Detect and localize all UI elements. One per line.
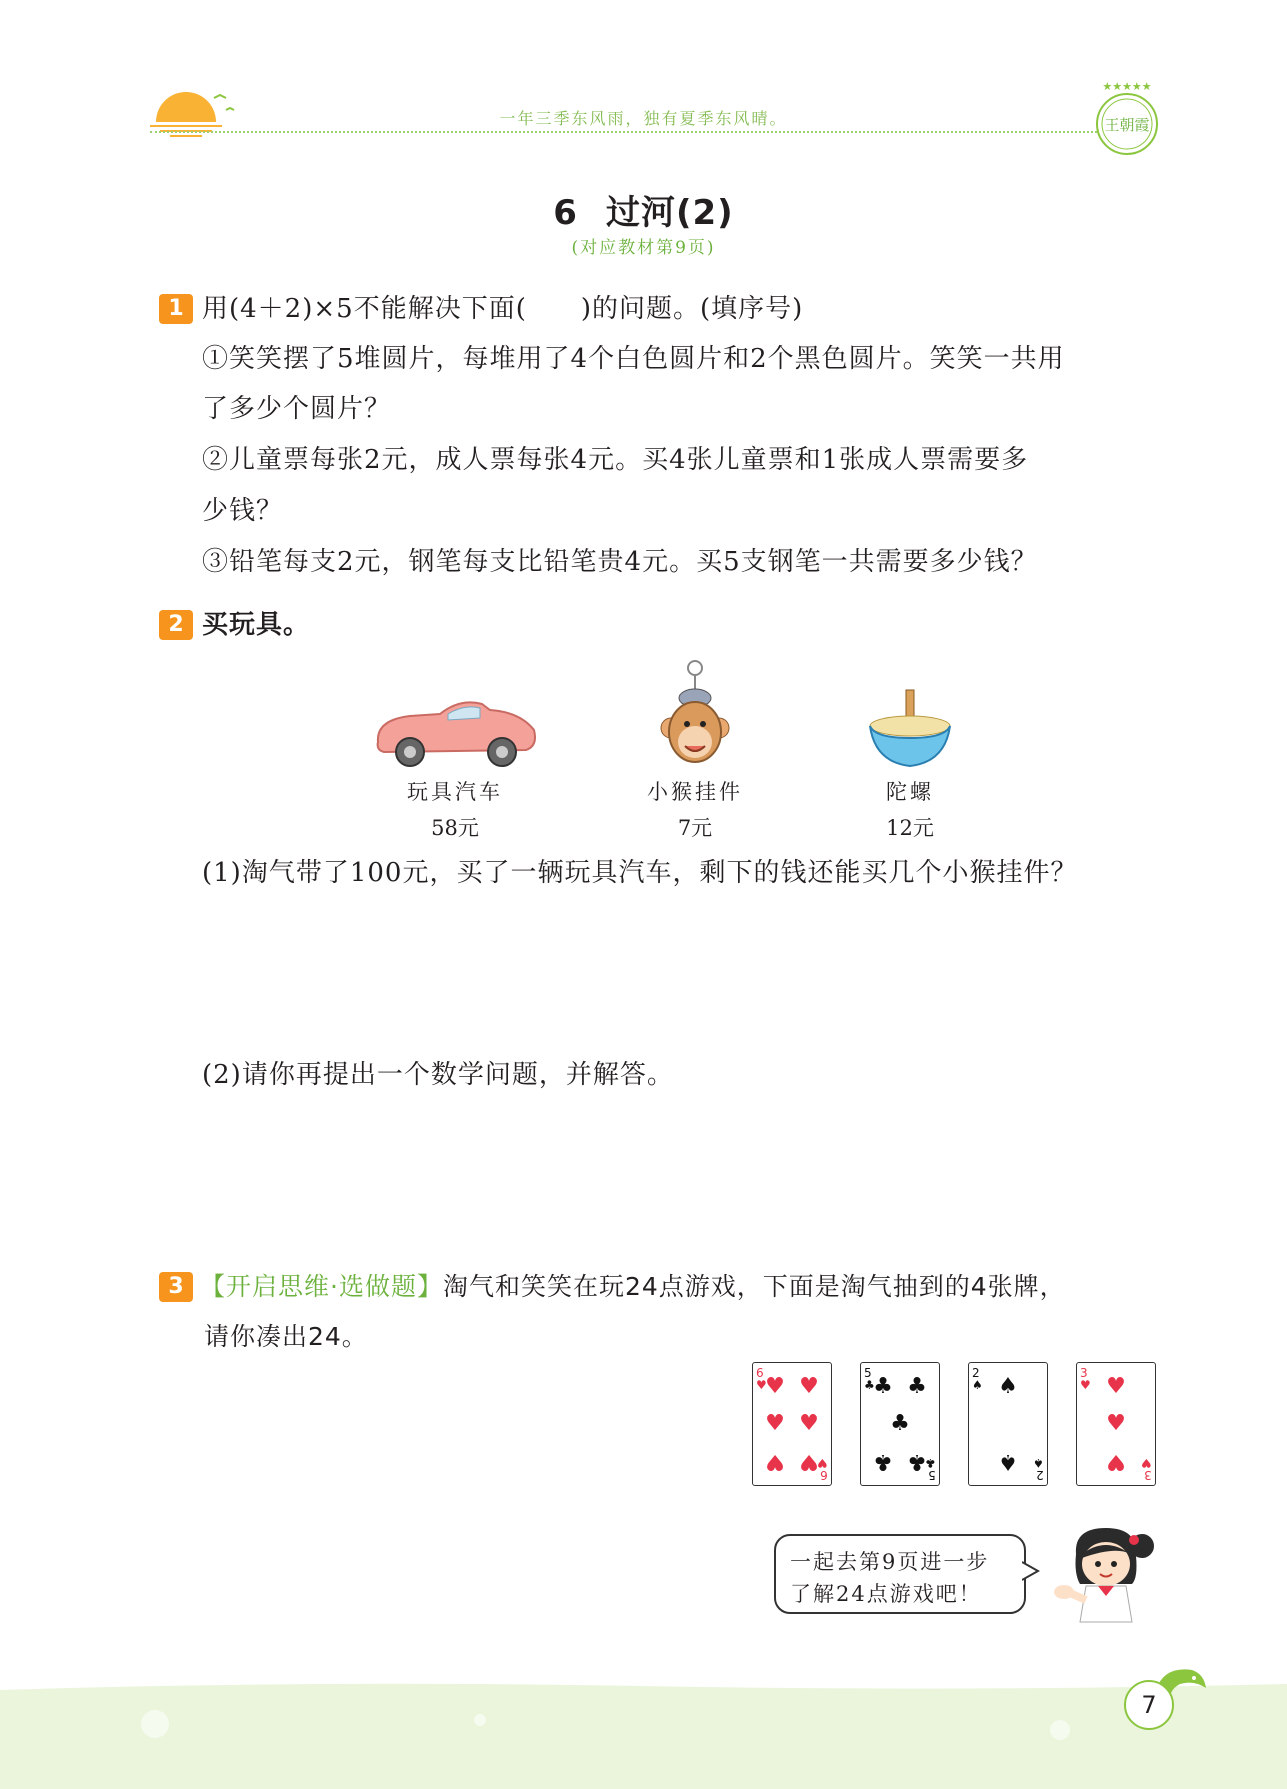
toy-price: 12元: [886, 816, 934, 840]
q1-option-3: ③铅笔每支2元，钢笔每支比铅笔贵4元。买5支钢笔一共需要多少钱？: [202, 547, 1038, 577]
q2-subquestion-2: (2)请你再提出一个数学问题，并解答。: [202, 1060, 674, 1090]
question-number-2: 2: [159, 610, 193, 640]
heart-icon: ♥: [1106, 1374, 1126, 1399]
lesson-title: [0, 185, 1287, 234]
q3-stem: [200, 1270, 1066, 1304]
club-icon: ♣: [873, 1374, 893, 1399]
q2-subquestion-1: (1)淘气带了100元，买了一辆玩具汽车，剩下的钱还能买几个小猴挂件？: [202, 858, 1078, 888]
card-rank-corner: 2 ♠: [1033, 1456, 1044, 1482]
card-rank-corner: 5 ♣: [864, 1366, 875, 1392]
q1-option-2-line-1: ②儿童票每张2元，成人票每张4元。买4张儿童票和1张成人票需要多: [202, 445, 1029, 475]
toy-price: 7元: [677, 816, 713, 840]
girl-character-illustration: [1046, 1524, 1156, 1624]
heart-icon: ♥: [765, 1411, 785, 1436]
card-rank-corner: 3 ♥: [1080, 1366, 1091, 1392]
textbook-reference: (对应教材第9页): [571, 238, 716, 258]
page-header: [0, 0, 1287, 170]
spade-icon: ♠: [998, 1449, 1018, 1474]
speech-bubble-line-1: 一起去第9页进一步: [790, 1550, 990, 1574]
q2-stem: 买玩具。: [202, 610, 311, 640]
page-number: 7: [1124, 1680, 1174, 1730]
card-rank-corner: 6 ♥: [817, 1456, 828, 1482]
heart-icon: ♥: [765, 1374, 785, 1399]
brand-badge-logo: [1086, 78, 1168, 160]
q1-stem: 用(4＋2)×5不能解决下面( )的问题。(填序号): [202, 294, 804, 324]
heart-icon: ♥: [1106, 1449, 1126, 1474]
q1-option-2-line-2: 少钱？: [202, 496, 284, 526]
card-rank-corner: 5 ♣: [925, 1456, 936, 1482]
q3-optional-tag: 【开启思维·选做题】: [200, 1272, 443, 1301]
q1-option-1-line-2: 了多少个圆片？: [202, 394, 392, 424]
card-rank-corner: 3 ♥: [1141, 1456, 1152, 1482]
club-icon: ♣: [873, 1449, 893, 1474]
spade-icon: ♠: [998, 1374, 1018, 1399]
toy-name: 小猴挂件: [647, 780, 743, 804]
toy-car-item: [370, 690, 540, 842]
toy-name: 陀螺: [886, 780, 934, 804]
question-number-3: 3: [159, 1272, 193, 1302]
svg-text:王朝霞: 王朝霞: [1104, 116, 1150, 134]
header-motto: 一年三季东风雨，独有夏季东风晴。: [499, 109, 788, 128]
q3-stem-line-1: 淘气和笑笑在玩24点游戏，下面是淘气抽到的4张牌，: [442, 1272, 1066, 1301]
speech-bubble: [774, 1534, 1026, 1614]
card-rank-corner: 6 ♥: [756, 1366, 767, 1392]
playing-card-2-spades: [968, 1362, 1048, 1486]
header-divider: [150, 131, 1097, 133]
speech-bubble-line-2: 了解24点游戏吧！: [790, 1582, 982, 1606]
playing-cards: [752, 1362, 1160, 1486]
playing-card-3-hearts: [1076, 1362, 1156, 1486]
heart-icon: ♥: [1106, 1411, 1126, 1436]
question-number-1: 1: [159, 294, 193, 324]
toy-car-icon: [370, 690, 540, 770]
playing-card-5-clubs: [860, 1362, 940, 1486]
svg-text:★★★★★: ★★★★★: [1102, 80, 1152, 93]
q1-option-1-line-1: ①笑笑摆了5堆圆片，每堆用了4个白色圆片和2个黑色圆片。笑笑一共用: [202, 344, 1065, 374]
lesson-number: 6: [553, 193, 578, 233]
toy-name: 玩具汽车: [407, 780, 503, 804]
club-icon: ♣: [907, 1449, 927, 1474]
spinning-top-icon: [865, 686, 955, 770]
club-icon: ♣: [890, 1411, 910, 1436]
playing-card-6-hearts: [752, 1362, 832, 1486]
footer-background: [0, 1680, 1287, 1789]
monkey-keychain-icon: [655, 658, 735, 770]
heart-icon: ♥: [799, 1374, 819, 1399]
q3-stem-line-2: 请你凑出24。: [204, 1322, 368, 1351]
spinning-top-item: [860, 686, 960, 842]
heart-icon: ♥: [799, 1411, 819, 1436]
club-icon: ♣: [907, 1374, 927, 1399]
monkey-keychain-item: [630, 658, 760, 842]
toy-price: 58元: [431, 816, 479, 840]
heart-icon: ♥: [799, 1449, 819, 1474]
heart-icon: ♥: [765, 1449, 785, 1474]
lesson-title-text: 过河(2): [605, 193, 734, 233]
speech-bubble-tail: [1022, 1560, 1040, 1582]
card-rank-corner: 2 ♠: [972, 1366, 983, 1392]
